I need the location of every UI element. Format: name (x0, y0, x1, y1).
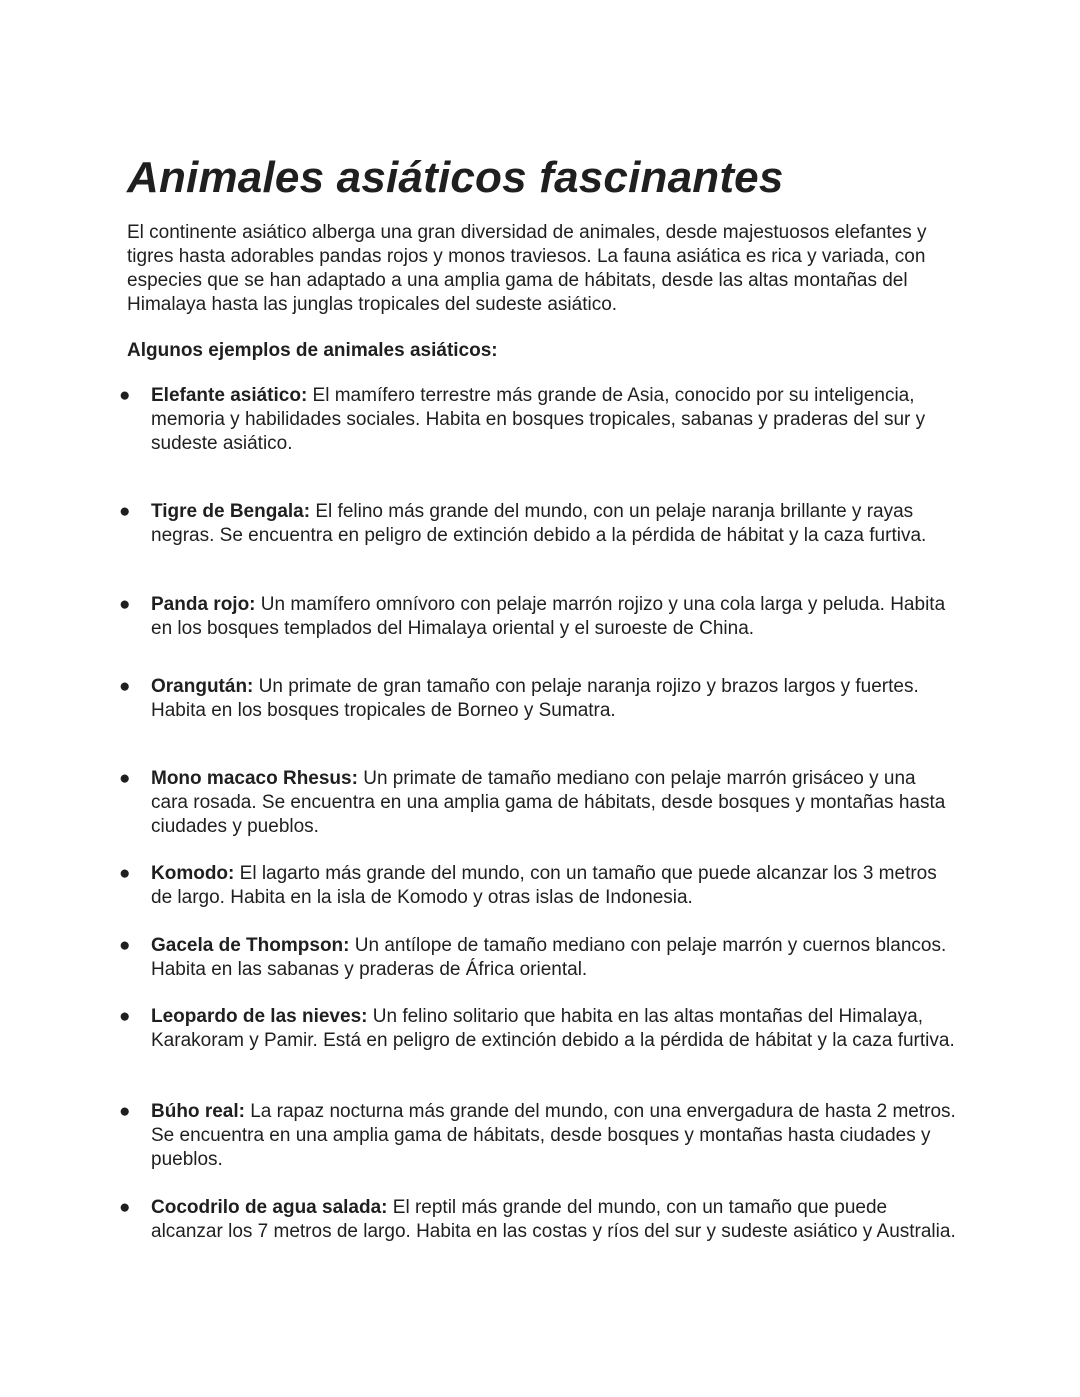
animal-name: Cocodrilo de agua salada: (151, 1197, 388, 1218)
bullet-icon: ● (119, 768, 131, 789)
animal-description: El mamífero terrestre más grande de Asia, conocido por su inteligencia, memoria y habilidades sociales. Habita en bosques tropicales, sabanas y praderas del sur y sudeste asiático. (151, 385, 926, 454)
animal-description: El reptil más grande del mundo, con un tamaño que puede alcanzar los 7 metros de largo. Habita en las costas y ríos del sur y sudeste asiático y Australia. (151, 1197, 956, 1242)
animal-name: Panda rojo: (151, 594, 256, 615)
list-item (119, 593, 957, 641)
bullet-icon: ● (119, 1006, 131, 1027)
animal-description: Un felino solitario que habita en las altas montañas del Himalaya, Karakoram y Pamir. Está en peligro de extinción debido a la pérdida de hábitat y la caza furtiva. (151, 1006, 955, 1051)
list-item (119, 500, 957, 548)
list-item (119, 1100, 957, 1172)
bullet-icon: ● (119, 501, 131, 522)
list-item (119, 384, 957, 456)
document-page (127, 150, 957, 363)
animal-name: Gacela de Thompson: (151, 935, 350, 956)
animal-description: Un primate de gran tamaño con pelaje naranja rojizo y brazos largos y fuertes. Habita en los bosques tropicales de Borneo y Sumatra. (151, 676, 919, 721)
list-item (119, 675, 957, 723)
bullet-icon: ● (119, 676, 131, 697)
animal-description: Un mamífero omnívoro con pelaje marrón rojizo y una cola larga y peluda. Habita en los bosques templados del Himalaya oriental y el suroeste de China. (151, 594, 946, 639)
document-title: Animales asiáticos fascinantes (127, 153, 784, 202)
list-item (119, 862, 957, 910)
animal-description: Un primate de tamaño mediano con pelaje marrón grisáceo y una cara rosada. Se encuentra en una amplia gama de hábitats, desde bosques y montañas hasta ciudades y pueblos. (151, 768, 946, 837)
animal-description: Un antílope de tamaño mediano con pelaje marrón y cuernos blancos. Habita en las sabanas y praderas de África oriental. (151, 935, 947, 980)
list-item (119, 1196, 957, 1244)
list-heading: Algunos ejemplos de animales asiáticos: (127, 340, 498, 361)
list-item (119, 934, 957, 982)
intro-paragraph: El continente asiático alberga una gran diversidad de animales, desde majestuosos elefantes y tigres hasta adorables pandas rojos y monos traviesos. La fauna asiática es rica y variada, con especies que se han adaptado a una amplia gama de hábitats, desde las altas montañas del Himalaya hasta las junglas tropicales del sudeste asiático. (127, 222, 927, 315)
bullet-icon: ● (119, 594, 131, 615)
animal-name: Tigre de Bengala: (151, 501, 311, 522)
animal-description: La rapaz nocturna más grande del mundo, con una envergadura de hasta 2 metros. Se encuentra en una amplia gama de hábitats, desde bosques y montañas hasta ciudades y pueblos. (151, 1101, 956, 1170)
bullet-icon: ● (119, 935, 131, 956)
list-item (119, 1005, 957, 1053)
bullet-icon: ● (119, 385, 131, 406)
animal-name: Mono macaco Rhesus: (151, 768, 358, 789)
animal-name: Komodo: (151, 863, 235, 884)
bullet-icon: ● (119, 1101, 131, 1122)
animal-name: Búho real: (151, 1101, 245, 1122)
animal-description: El felino más grande del mundo, con un pelaje naranja brillante y rayas negras. Se encuentra en peligro de extinción debido a la pérdida de hábitat y la caza furtiva. (151, 501, 927, 546)
animal-name: Leopardo de las nieves: (151, 1006, 368, 1027)
animal-name: Orangután: (151, 676, 254, 697)
animal-description: El lagarto más grande del mundo, con un tamaño que puede alcanzar los 3 metros de largo. Habita en la isla de Komodo y otras islas de Indonesia. (151, 863, 937, 908)
bullet-icon: ● (119, 863, 131, 884)
list-item (119, 767, 957, 839)
animal-name: Elefante asiático: (151, 385, 308, 406)
bullet-icon: ● (119, 1197, 131, 1218)
